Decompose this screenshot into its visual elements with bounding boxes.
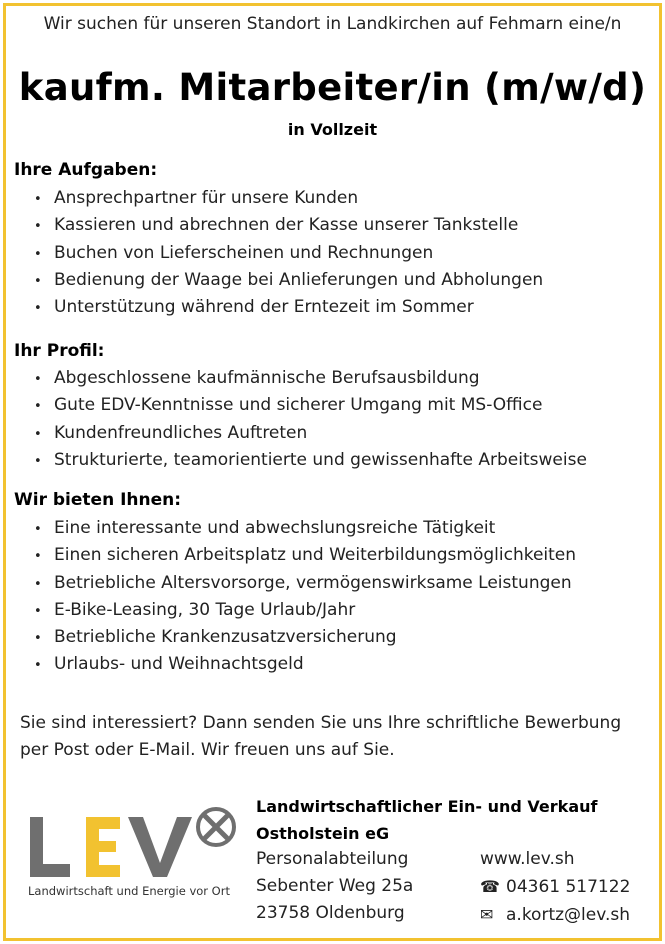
- bullet-icon: •: [34, 576, 42, 592]
- closing-line: Sie sind interessiert? Dann senden Sie uns Ihre schriftliche Bewerbung: [20, 713, 622, 733]
- phone-number[interactable]: 04361 517122: [506, 877, 631, 897]
- bullet-icon: •: [34, 192, 42, 207]
- bullet-icon: •: [34, 219, 42, 235]
- envelope-icon: ✉: [480, 905, 494, 924]
- company-name-line: Ostholstein eG: [256, 824, 390, 843]
- list-item: • Urlaubs- und Weihnachtsgeld: [34, 651, 576, 678]
- list-item: • Kassieren und abrechnen der Kasse unserer Tankstelle: [34, 212, 543, 239]
- bullet-icon: •: [34, 273, 42, 289]
- bullet-icon: •: [34, 246, 42, 262]
- email-link[interactable]: a.kortz@lev.sh: [506, 905, 630, 925]
- closing-paragraph: [20, 710, 660, 764]
- bullet-icon: •: [34, 301, 42, 317]
- list-item: • Eine interessante und abwechslungsreiche Tätigkeit: [34, 515, 576, 542]
- list-item: • Kundenfreundliches Auftreten: [34, 420, 587, 447]
- intro-text: Wir suchen für unseren Standort in Landkirchen auf Fehmarn eine/n: [43, 14, 622, 34]
- section-title-aufgaben: Ihre Aufgaben:: [14, 160, 158, 180]
- list-item: • Gute EDV-Kenntnisse und sicherer Umgang mit MS-Office: [34, 392, 587, 419]
- street: Sebenter Weg 25a: [256, 876, 414, 896]
- department: Personalabteilung: [256, 849, 409, 869]
- company-name-line: Landwirtschaftlicher Ein- und Verkauf: [256, 797, 598, 816]
- list-item: • Unterstützung während der Erntezeit im Sommer: [34, 294, 543, 321]
- logo-tagline: Landwirtschaft und Energie vor Ort: [28, 884, 230, 898]
- bullet-icon: •: [34, 522, 42, 537]
- list-item: • Abgeschlossene kaufmännische Berufsausbildung: [34, 365, 587, 392]
- bullet-icon: •: [34, 631, 42, 647]
- lev-logo: [28, 805, 240, 880]
- list-aufgaben: [34, 185, 543, 321]
- bullet-icon: •: [34, 658, 42, 674]
- closing-line: per Post oder E-Mail. Wir freuen uns auf Sie.: [20, 740, 395, 760]
- contact-block: [480, 846, 630, 929]
- list-item: • E-Bike-Leasing, 30 Tage Urlaub/Jahr: [34, 597, 576, 624]
- section-title-profil: Ihr Profil:: [14, 341, 105, 361]
- bullet-icon: •: [34, 372, 42, 387]
- bullet-icon: •: [34, 453, 42, 469]
- list-profil: [34, 365, 587, 474]
- list-angebot: [34, 515, 576, 679]
- company-address: [256, 846, 413, 927]
- phone-line: [480, 873, 630, 901]
- section-title-angebot: Wir bieten Ihnen:: [14, 490, 182, 510]
- bullet-icon: •: [34, 399, 42, 415]
- job-title: kaufm. Mitarbeiter/in (m/w/d): [18, 66, 647, 109]
- bullet-icon: •: [34, 549, 42, 565]
- list-item: • Buchen von Lieferscheinen und Rechnungen: [34, 240, 543, 267]
- bullet-icon: •: [34, 603, 42, 619]
- employment-type: in Vollzeit: [287, 120, 378, 139]
- list-item: • Einen sicheren Arbeitsplatz und Weiterbildungsmöglichkeiten: [34, 542, 576, 569]
- list-item: • Bedienung der Waage bei Anlieferungen und Abholungen: [34, 267, 543, 294]
- list-item: • Strukturierte, teamorientierte und gewissenhafte Arbeitsweise: [34, 447, 587, 474]
- bullet-icon: •: [34, 426, 42, 442]
- list-item: • Betriebliche Altersvorsorge, vermögenswirksame Leistungen: [34, 570, 576, 597]
- telephone-icon: ☎: [480, 877, 500, 896]
- website-link[interactable]: www.lev.sh: [480, 849, 575, 869]
- list-item: • Ansprechpartner für unsere Kunden: [34, 185, 543, 212]
- list-item: • Betriebliche Krankenzusatzversicherung: [34, 624, 576, 651]
- email-line: [480, 901, 630, 929]
- city: 23758 Oldenburg: [256, 903, 405, 923]
- company-name: [256, 793, 597, 847]
